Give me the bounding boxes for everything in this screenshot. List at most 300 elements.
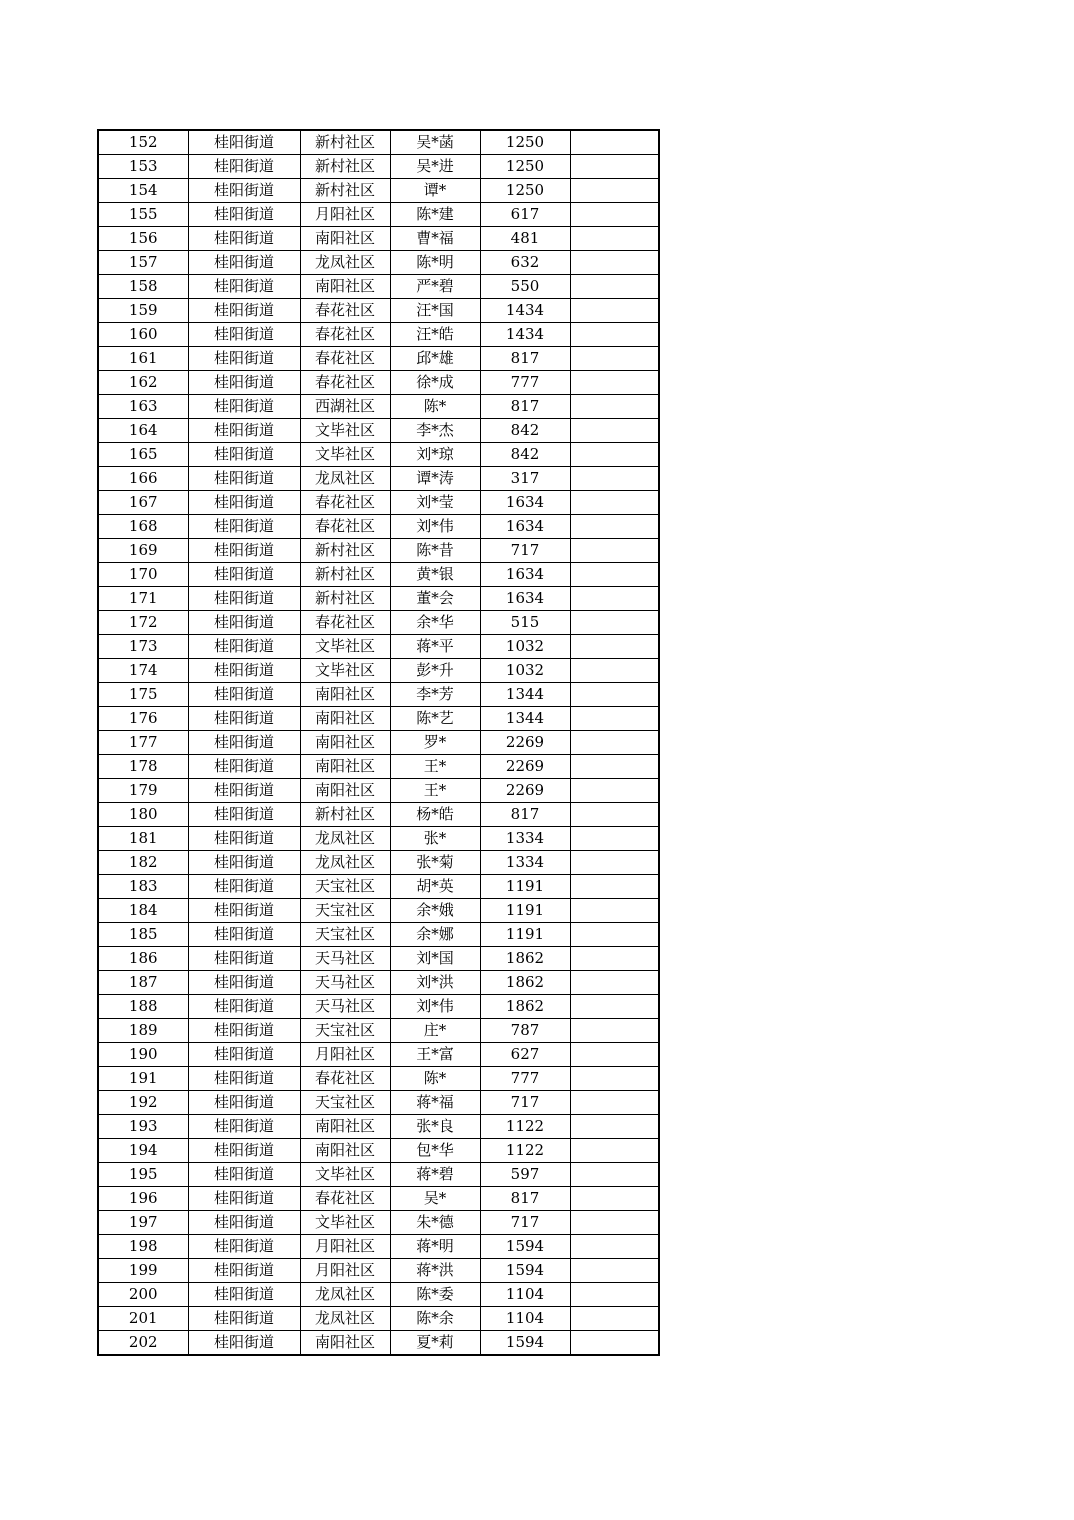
- amount-cell: 1594: [480, 1331, 570, 1356]
- name-cell: 朱*德: [390, 1211, 480, 1235]
- amount-cell: 1122: [480, 1115, 570, 1139]
- note-cell: [570, 899, 659, 923]
- amount-cell: 817: [480, 1187, 570, 1211]
- table-row: [98, 587, 659, 611]
- table-row: [98, 851, 659, 875]
- street-cell: 桂阳街道: [188, 347, 300, 371]
- street-cell: 桂阳街道: [188, 1139, 300, 1163]
- amount-cell: 1634: [480, 491, 570, 515]
- serial-number-cell: 188: [98, 995, 188, 1019]
- serial-number-cell: 172: [98, 611, 188, 635]
- name-cell: 庄*: [390, 1019, 480, 1043]
- serial-number-cell: 185: [98, 923, 188, 947]
- name-cell: 刘*琼: [390, 443, 480, 467]
- street-cell: 桂阳街道: [188, 1115, 300, 1139]
- serial-number-cell: 154: [98, 179, 188, 203]
- table-row: [98, 155, 659, 179]
- street-cell: 桂阳街道: [188, 1235, 300, 1259]
- name-cell: 陈*昔: [390, 539, 480, 563]
- table-row: [98, 1283, 659, 1307]
- street-cell: 桂阳街道: [188, 275, 300, 299]
- serial-number-cell: 167: [98, 491, 188, 515]
- amount-cell: 1594: [480, 1259, 570, 1283]
- table-row: [98, 539, 659, 563]
- name-cell: 王*: [390, 779, 480, 803]
- name-cell: 张*: [390, 827, 480, 851]
- street-cell: 桂阳街道: [188, 1067, 300, 1091]
- note-cell: [570, 995, 659, 1019]
- street-cell: 桂阳街道: [188, 1019, 300, 1043]
- street-cell: 桂阳街道: [188, 899, 300, 923]
- name-cell: 刘*洪: [390, 971, 480, 995]
- table-row: [98, 923, 659, 947]
- note-cell: [570, 539, 659, 563]
- street-cell: 桂阳街道: [188, 203, 300, 227]
- street-cell: 桂阳街道: [188, 611, 300, 635]
- name-cell: 徐*成: [390, 371, 480, 395]
- serial-number-cell: 161: [98, 347, 188, 371]
- note-cell: [570, 947, 659, 971]
- serial-number-cell: 197: [98, 1211, 188, 1235]
- table-row: [98, 731, 659, 755]
- name-cell: 张*良: [390, 1115, 480, 1139]
- serial-number-cell: 164: [98, 419, 188, 443]
- serial-number-cell: 196: [98, 1187, 188, 1211]
- note-cell: [570, 563, 659, 587]
- street-cell: 桂阳街道: [188, 1259, 300, 1283]
- serial-number-cell: 157: [98, 251, 188, 275]
- community-cell: 春花社区: [300, 347, 390, 371]
- table-row: [98, 515, 659, 539]
- table-row: [98, 179, 659, 203]
- table-row: [98, 635, 659, 659]
- table-row: [98, 467, 659, 491]
- name-cell: 黄*银: [390, 563, 480, 587]
- community-cell: 月阳社区: [300, 1259, 390, 1283]
- community-cell: 月阳社区: [300, 1043, 390, 1067]
- name-cell: 李*芳: [390, 683, 480, 707]
- table-row: [98, 371, 659, 395]
- community-cell: 南阳社区: [300, 683, 390, 707]
- amount-cell: 842: [480, 419, 570, 443]
- community-cell: 春花社区: [300, 515, 390, 539]
- street-cell: 桂阳街道: [188, 130, 300, 155]
- amount-cell: 1334: [480, 851, 570, 875]
- name-cell: 陈*艺: [390, 707, 480, 731]
- serial-number-cell: 181: [98, 827, 188, 851]
- name-cell: 陈*委: [390, 1283, 480, 1307]
- street-cell: 桂阳街道: [188, 707, 300, 731]
- amount-cell: 1250: [480, 155, 570, 179]
- note-cell: [570, 275, 659, 299]
- amount-cell: 1634: [480, 515, 570, 539]
- community-cell: 春花社区: [300, 611, 390, 635]
- name-cell: 谭*涛: [390, 467, 480, 491]
- note-cell: [570, 1307, 659, 1331]
- amount-cell: 817: [480, 395, 570, 419]
- street-cell: 桂阳街道: [188, 1043, 300, 1067]
- street-cell: 桂阳街道: [188, 587, 300, 611]
- table-row: [98, 1043, 659, 1067]
- name-cell: 刘*伟: [390, 515, 480, 539]
- name-cell: 蒋*平: [390, 635, 480, 659]
- serial-number-cell: 163: [98, 395, 188, 419]
- name-cell: 吴*进: [390, 155, 480, 179]
- name-cell: 余*华: [390, 611, 480, 635]
- name-cell: 吴*菡: [390, 130, 480, 155]
- community-cell: 龙凤社区: [300, 1283, 390, 1307]
- table-row: [98, 1067, 659, 1091]
- note-cell: [570, 251, 659, 275]
- community-cell: 南阳社区: [300, 275, 390, 299]
- note-cell: [570, 130, 659, 155]
- note-cell: [570, 1139, 659, 1163]
- name-cell: 张*菊: [390, 851, 480, 875]
- amount-cell: 550: [480, 275, 570, 299]
- serial-number-cell: 171: [98, 587, 188, 611]
- table-row: [98, 227, 659, 251]
- note-cell: [570, 1283, 659, 1307]
- street-cell: 桂阳街道: [188, 1211, 300, 1235]
- note-cell: [570, 1091, 659, 1115]
- name-cell: 包*华: [390, 1139, 480, 1163]
- table-row: [98, 419, 659, 443]
- amount-cell: 817: [480, 347, 570, 371]
- amount-cell: 1250: [480, 130, 570, 155]
- note-cell: [570, 1019, 659, 1043]
- amount-cell: 817: [480, 803, 570, 827]
- community-cell: 月阳社区: [300, 203, 390, 227]
- table-row: [98, 347, 659, 371]
- amount-cell: 1862: [480, 995, 570, 1019]
- community-cell: 春花社区: [300, 491, 390, 515]
- community-cell: 文毕社区: [300, 635, 390, 659]
- serial-number-cell: 153: [98, 155, 188, 179]
- amount-cell: 1104: [480, 1283, 570, 1307]
- note-cell: [570, 1259, 659, 1283]
- table-row: [98, 299, 659, 323]
- note-cell: [570, 803, 659, 827]
- amount-cell: 842: [480, 443, 570, 467]
- amount-cell: 481: [480, 227, 570, 251]
- table-row: [98, 1091, 659, 1115]
- table-row: [98, 251, 659, 275]
- name-cell: 蒋*洪: [390, 1259, 480, 1283]
- community-cell: 文毕社区: [300, 1211, 390, 1235]
- serial-number-cell: 162: [98, 371, 188, 395]
- table-row: [98, 1331, 659, 1356]
- amount-cell: 1032: [480, 635, 570, 659]
- amount-cell: 777: [480, 371, 570, 395]
- serial-number-cell: 200: [98, 1283, 188, 1307]
- serial-number-cell: 201: [98, 1307, 188, 1331]
- serial-number-cell: 174: [98, 659, 188, 683]
- street-cell: 桂阳街道: [188, 155, 300, 179]
- table-row: [98, 611, 659, 635]
- serial-number-cell: 170: [98, 563, 188, 587]
- note-cell: [570, 179, 659, 203]
- table-row: [98, 1019, 659, 1043]
- serial-number-cell: 176: [98, 707, 188, 731]
- amount-cell: 627: [480, 1043, 570, 1067]
- note-cell: [570, 1043, 659, 1067]
- serial-number-cell: 178: [98, 755, 188, 779]
- name-cell: 蒋*福: [390, 1091, 480, 1115]
- note-cell: [570, 1163, 659, 1187]
- community-cell: 文毕社区: [300, 1163, 390, 1187]
- table-row: [98, 563, 659, 587]
- amount-cell: 2269: [480, 779, 570, 803]
- name-cell: 汪*皓: [390, 323, 480, 347]
- community-cell: 南阳社区: [300, 1115, 390, 1139]
- community-cell: 春花社区: [300, 323, 390, 347]
- community-cell: 新村社区: [300, 563, 390, 587]
- amount-cell: 317: [480, 467, 570, 491]
- amount-cell: 1634: [480, 587, 570, 611]
- table-row: [98, 1235, 659, 1259]
- street-cell: 桂阳街道: [188, 1283, 300, 1307]
- note-cell: [570, 731, 659, 755]
- table-row: [98, 1259, 659, 1283]
- amount-cell: 1344: [480, 707, 570, 731]
- name-cell: 王*富: [390, 1043, 480, 1067]
- name-cell: 胡*英: [390, 875, 480, 899]
- name-cell: 夏*莉: [390, 1331, 480, 1356]
- name-cell: 蒋*碧: [390, 1163, 480, 1187]
- table-row: [98, 899, 659, 923]
- name-cell: 陈*: [390, 395, 480, 419]
- note-cell: [570, 299, 659, 323]
- community-cell: 龙凤社区: [300, 467, 390, 491]
- street-cell: 桂阳街道: [188, 371, 300, 395]
- amount-cell: 787: [480, 1019, 570, 1043]
- amount-cell: 515: [480, 611, 570, 635]
- street-cell: 桂阳街道: [188, 971, 300, 995]
- community-cell: 天宝社区: [300, 875, 390, 899]
- note-cell: [570, 875, 659, 899]
- note-cell: [570, 155, 659, 179]
- serial-number-cell: 182: [98, 851, 188, 875]
- data-table: [97, 129, 660, 1356]
- street-cell: 桂阳街道: [188, 875, 300, 899]
- street-cell: 桂阳街道: [188, 683, 300, 707]
- amount-cell: 1191: [480, 875, 570, 899]
- community-cell: 龙凤社区: [300, 251, 390, 275]
- note-cell: [570, 707, 659, 731]
- serial-number-cell: 179: [98, 779, 188, 803]
- amount-cell: 1344: [480, 683, 570, 707]
- name-cell: 彭*升: [390, 659, 480, 683]
- note-cell: [570, 683, 659, 707]
- name-cell: 刘*国: [390, 947, 480, 971]
- community-cell: 新村社区: [300, 587, 390, 611]
- community-cell: 龙凤社区: [300, 1307, 390, 1331]
- community-cell: 春花社区: [300, 371, 390, 395]
- street-cell: 桂阳街道: [188, 923, 300, 947]
- table-row: [98, 779, 659, 803]
- serial-number-cell: 199: [98, 1259, 188, 1283]
- serial-number-cell: 177: [98, 731, 188, 755]
- amount-cell: 2269: [480, 755, 570, 779]
- serial-number-cell: 195: [98, 1163, 188, 1187]
- amount-cell: 1434: [480, 323, 570, 347]
- community-cell: 天马社区: [300, 947, 390, 971]
- name-cell: 杨*皓: [390, 803, 480, 827]
- community-cell: 文毕社区: [300, 443, 390, 467]
- street-cell: 桂阳街道: [188, 395, 300, 419]
- community-cell: 南阳社区: [300, 707, 390, 731]
- community-cell: 西湖社区: [300, 395, 390, 419]
- amount-cell: 1862: [480, 947, 570, 971]
- serial-number-cell: 194: [98, 1139, 188, 1163]
- community-cell: 新村社区: [300, 539, 390, 563]
- note-cell: [570, 323, 659, 347]
- amount-cell: 617: [480, 203, 570, 227]
- amount-cell: 2269: [480, 731, 570, 755]
- community-cell: 新村社区: [300, 803, 390, 827]
- amount-cell: 1594: [480, 1235, 570, 1259]
- name-cell: 王*: [390, 755, 480, 779]
- serial-number-cell: 158: [98, 275, 188, 299]
- community-cell: 春花社区: [300, 299, 390, 323]
- community-cell: 天宝社区: [300, 899, 390, 923]
- amount-cell: 717: [480, 1211, 570, 1235]
- street-cell: 桂阳街道: [188, 515, 300, 539]
- amount-cell: 1191: [480, 899, 570, 923]
- note-cell: [570, 827, 659, 851]
- street-cell: 桂阳街道: [188, 947, 300, 971]
- amount-cell: 632: [480, 251, 570, 275]
- note-cell: [570, 779, 659, 803]
- street-cell: 桂阳街道: [188, 635, 300, 659]
- table-row: [98, 1139, 659, 1163]
- street-cell: 桂阳街道: [188, 1331, 300, 1356]
- serial-number-cell: 187: [98, 971, 188, 995]
- name-cell: 董*会: [390, 587, 480, 611]
- note-cell: [570, 443, 659, 467]
- community-cell: 南阳社区: [300, 755, 390, 779]
- amount-cell: 1250: [480, 179, 570, 203]
- street-cell: 桂阳街道: [188, 323, 300, 347]
- community-cell: 新村社区: [300, 155, 390, 179]
- note-cell: [570, 587, 659, 611]
- table-row: [98, 1187, 659, 1211]
- street-cell: 桂阳街道: [188, 299, 300, 323]
- serial-number-cell: 191: [98, 1067, 188, 1091]
- community-cell: 天马社区: [300, 971, 390, 995]
- community-cell: 天宝社区: [300, 1091, 390, 1115]
- name-cell: 李*杰: [390, 419, 480, 443]
- name-cell: 陈*: [390, 1067, 480, 1091]
- note-cell: [570, 419, 659, 443]
- community-cell: 天马社区: [300, 995, 390, 1019]
- table-row: [98, 755, 659, 779]
- serial-number-cell: 180: [98, 803, 188, 827]
- street-cell: 桂阳街道: [188, 491, 300, 515]
- name-cell: 严*碧: [390, 275, 480, 299]
- note-cell: [570, 1331, 659, 1356]
- street-cell: 桂阳街道: [188, 827, 300, 851]
- serial-number-cell: 159: [98, 299, 188, 323]
- table-row: [98, 443, 659, 467]
- community-cell: 月阳社区: [300, 1235, 390, 1259]
- community-cell: 南阳社区: [300, 227, 390, 251]
- street-cell: 桂阳街道: [188, 1187, 300, 1211]
- amount-cell: 1191: [480, 923, 570, 947]
- street-cell: 桂阳街道: [188, 179, 300, 203]
- community-cell: 南阳社区: [300, 731, 390, 755]
- name-cell: 刘*伟: [390, 995, 480, 1019]
- amount-cell: 717: [480, 539, 570, 563]
- table-row: [98, 1115, 659, 1139]
- amount-cell: 1634: [480, 563, 570, 587]
- note-cell: [570, 1211, 659, 1235]
- serial-number-cell: 186: [98, 947, 188, 971]
- table-row: [98, 803, 659, 827]
- serial-number-cell: 190: [98, 1043, 188, 1067]
- amount-cell: 1104: [480, 1307, 570, 1331]
- note-cell: [570, 227, 659, 251]
- table-row: [98, 1211, 659, 1235]
- name-cell: 余*娜: [390, 923, 480, 947]
- street-cell: 桂阳街道: [188, 755, 300, 779]
- serial-number-cell: 168: [98, 515, 188, 539]
- name-cell: 余*娥: [390, 899, 480, 923]
- note-cell: [570, 347, 659, 371]
- serial-number-cell: 183: [98, 875, 188, 899]
- note-cell: [570, 1187, 659, 1211]
- note-cell: [570, 491, 659, 515]
- note-cell: [570, 755, 659, 779]
- table-row: [98, 203, 659, 227]
- serial-number-cell: 155: [98, 203, 188, 227]
- community-cell: 新村社区: [300, 130, 390, 155]
- community-cell: 新村社区: [300, 179, 390, 203]
- amount-cell: 1434: [480, 299, 570, 323]
- note-cell: [570, 395, 659, 419]
- community-cell: 龙凤社区: [300, 851, 390, 875]
- serial-number-cell: 198: [98, 1235, 188, 1259]
- name-cell: 刘*莹: [390, 491, 480, 515]
- street-cell: 桂阳街道: [188, 1163, 300, 1187]
- serial-number-cell: 175: [98, 683, 188, 707]
- amount-cell: 1032: [480, 659, 570, 683]
- street-cell: 桂阳街道: [188, 779, 300, 803]
- community-cell: 天宝社区: [300, 923, 390, 947]
- community-cell: 天宝社区: [300, 1019, 390, 1043]
- serial-number-cell: 202: [98, 1331, 188, 1356]
- street-cell: 桂阳街道: [188, 539, 300, 563]
- table-row: [98, 875, 659, 899]
- amount-cell: 777: [480, 1067, 570, 1091]
- name-cell: 罗*: [390, 731, 480, 755]
- name-cell: 陈*明: [390, 251, 480, 275]
- note-cell: [570, 515, 659, 539]
- serial-number-cell: 166: [98, 467, 188, 491]
- table-row: [98, 130, 659, 155]
- note-cell: [570, 1067, 659, 1091]
- note-cell: [570, 851, 659, 875]
- table-row: [98, 971, 659, 995]
- table-row: [98, 947, 659, 971]
- street-cell: 桂阳街道: [188, 851, 300, 875]
- name-cell: 谭*: [390, 179, 480, 203]
- serial-number-cell: 165: [98, 443, 188, 467]
- table-row: [98, 683, 659, 707]
- name-cell: 陈*建: [390, 203, 480, 227]
- street-cell: 桂阳街道: [188, 563, 300, 587]
- community-cell: 龙凤社区: [300, 827, 390, 851]
